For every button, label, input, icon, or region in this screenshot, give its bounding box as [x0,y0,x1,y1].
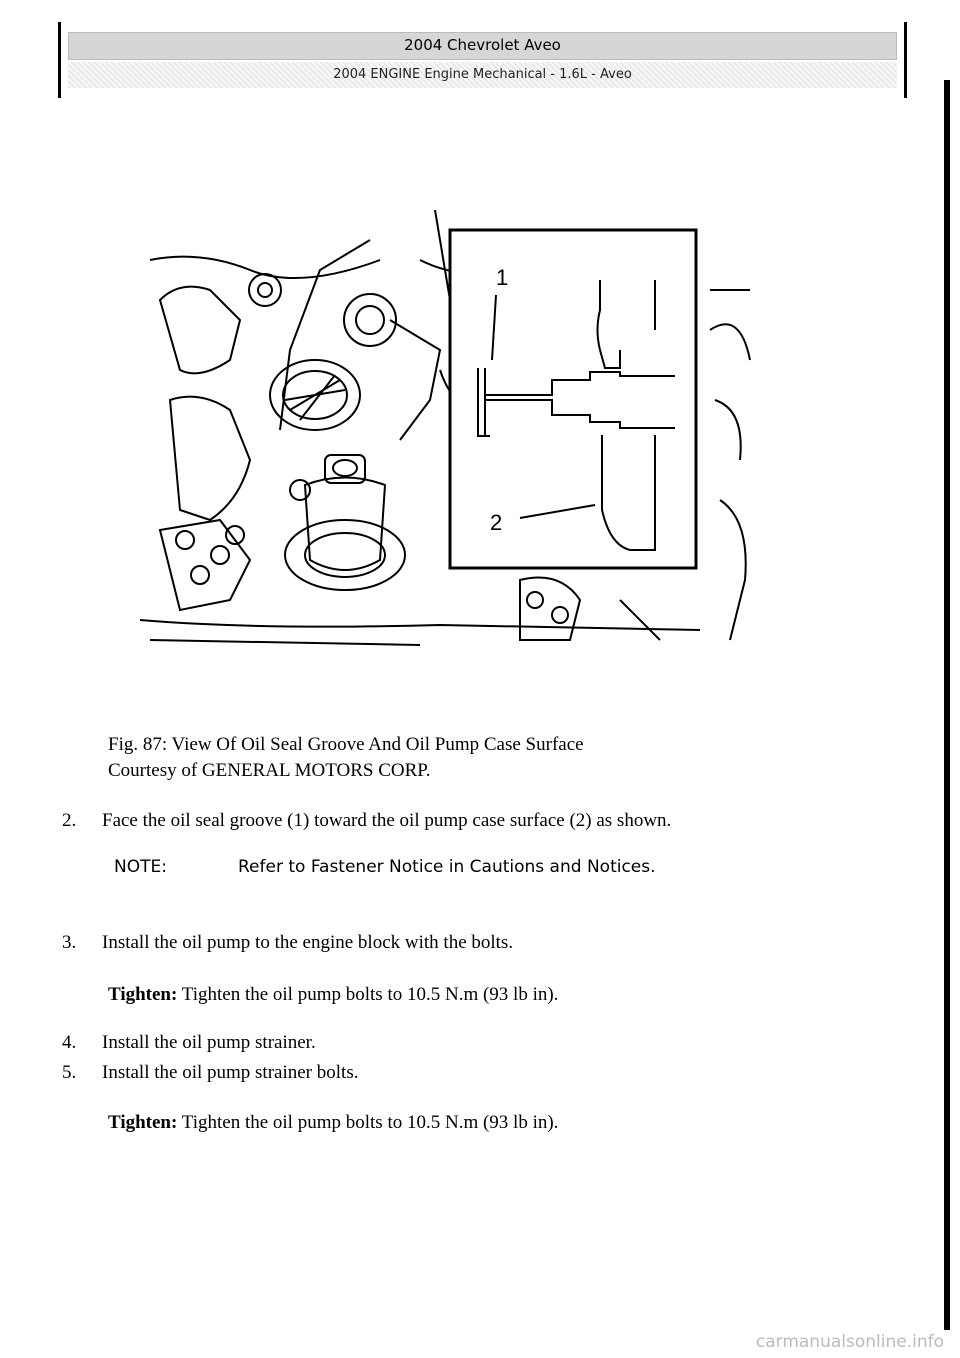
step-4 [62,1030,316,1056]
step-5 [62,1060,358,1086]
watermark: carmanualsonline.info [755,1332,944,1352]
oil-pump-illustration [140,200,760,660]
caption-title: Fig. 87: View Of Oil Seal Groove And Oil Pump Case Surface [108,734,584,755]
step-2 [62,808,671,834]
page-right-border [944,80,950,1330]
step-text: Install the oil pump strainer. [102,1032,316,1053]
tighten-label: Tighten: [108,1112,178,1133]
step-3 [62,930,513,956]
tighten-spec-2 [108,1110,558,1136]
note-text: Refer to Fastener Notice in Cautions and Notices. [238,857,656,877]
step-number: 2. [62,810,77,831]
step-number: 3. [62,932,77,953]
header-subtitle: 2004 ENGINE Engine Mechanical - 1.6L - Aveo [333,67,632,82]
callout-2: 2 [490,510,503,535]
note-label: NOTE: [114,857,167,877]
figure-caption [108,732,584,784]
caption-credit: Courtesy of GENERAL MOTORS CORP. [108,760,431,781]
step-number: 4. [62,1032,77,1053]
tighten-text: Tighten the oil pump bolts to 10.5 N.m (93 lb in). [181,984,559,1005]
step-text: Face the oil seal groove (1) toward the oil pump case surface (2) as shown. [102,810,672,831]
tighten-label: Tighten: [108,984,178,1005]
step-text: Install the oil pump to the engine block with the bolts. [102,932,514,953]
header-title: 2004 Chevrolet Aveo [404,36,561,54]
step-text: Install the oil pump strainer bolts. [102,1062,359,1083]
step-number: 5. [62,1062,77,1083]
page-header [58,22,907,98]
callout-1: 1 [496,265,509,290]
tighten-spec-1 [108,982,558,1008]
tighten-text: Tighten the oil pump bolts to 10.5 N.m (93 lb in). [181,1112,559,1133]
